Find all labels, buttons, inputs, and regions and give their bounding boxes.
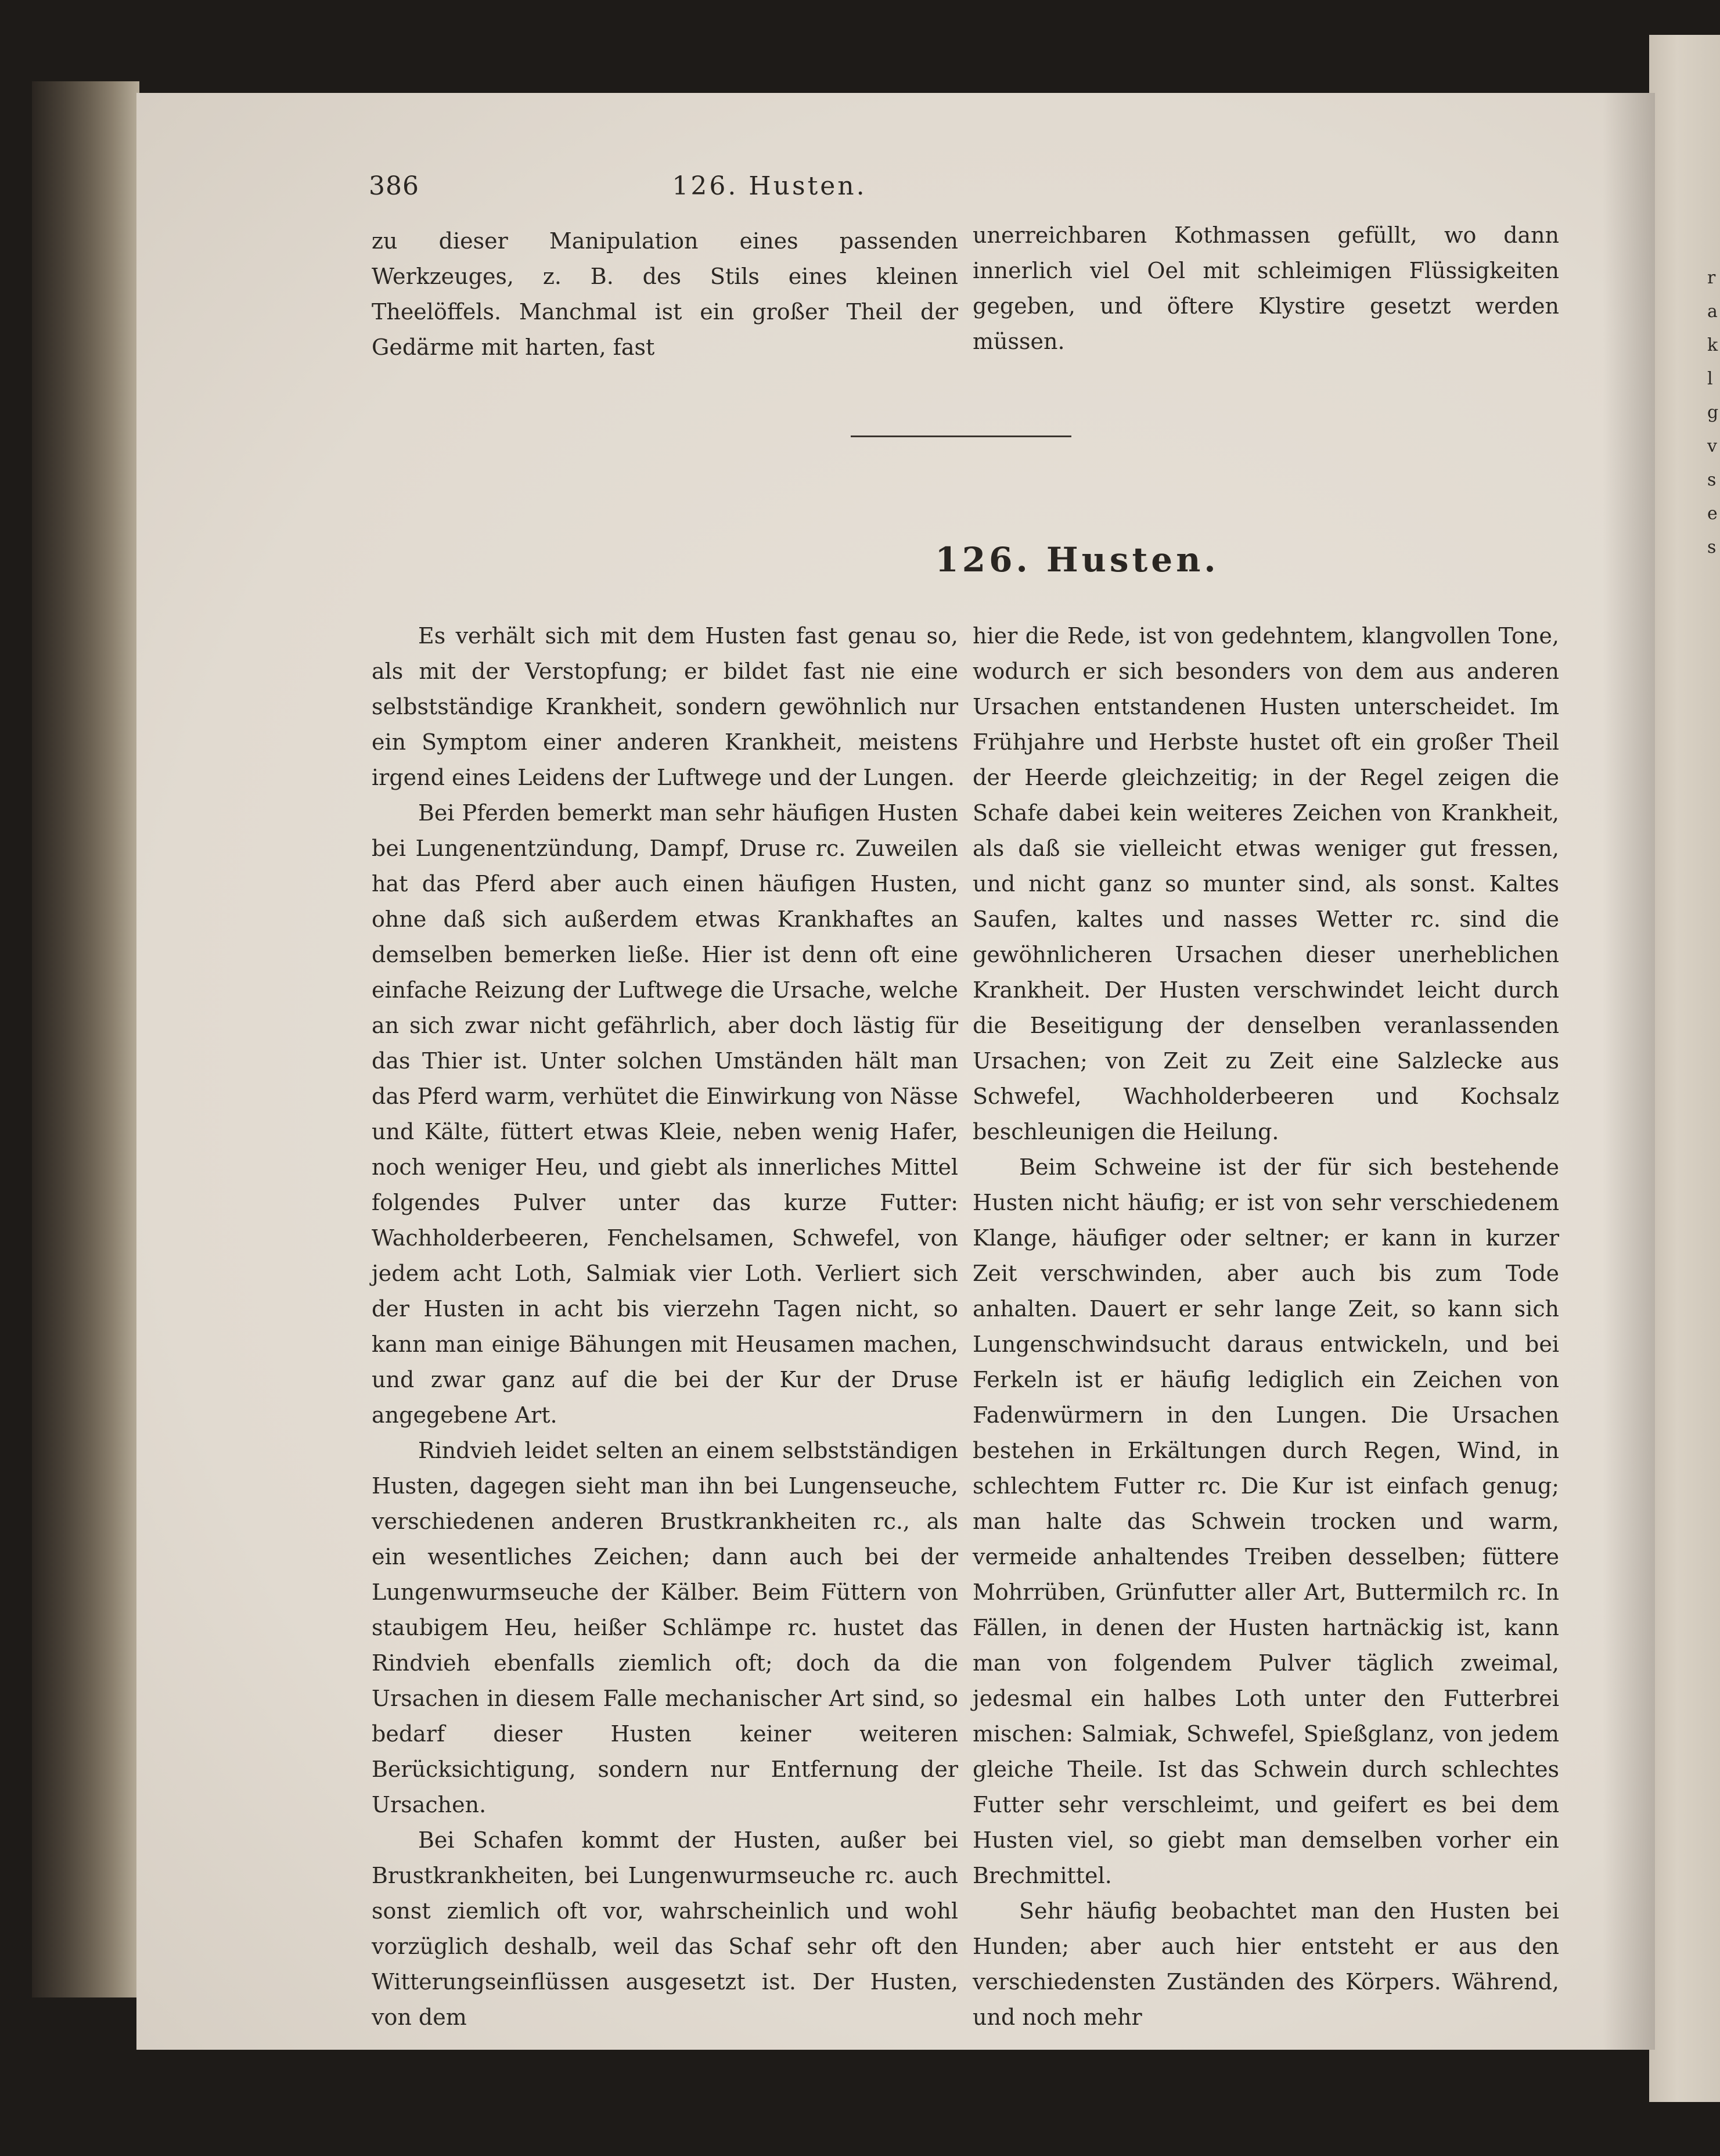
right-column bbox=[973, 618, 1559, 2035]
next-page-edge bbox=[1649, 35, 1720, 2102]
page-number: 386 bbox=[369, 171, 419, 201]
left-column bbox=[372, 618, 958, 2035]
left-paragraph: Bei Schafen kommt der Husten, außer bei Brustkrankheiten, bei Lungenwurmseuche rc. auch sonst ziemlich oft vor, wahrscheinlich und wohl vorzüglich deshalb, weil das Schaf sehr oft den Witterungseinflüssen ausgesetzt ist. Der Husten, von dem bbox=[372, 1827, 958, 2030]
top-left-paragraph: zu dieser Manipulation eines passenden Werkzeuges, z. B. des Stils eines kleinen Theelöffels. Manchmal ist ein großer Theil der Gedärme mit harten, fast bbox=[372, 228, 958, 360]
book-page bbox=[136, 93, 1655, 2050]
right-paragraph: hier die Rede, ist von gedehntem, klangvollen Tone, wodurch er sich besonders von dem aus anderen Ursachen entstandenen Husten unterscheidet. Im Frühjahre und Herbste hustet oft ein großer Theil der Heerde gleichzeitig; in der Regel zeigen die Schafe dabei kein weiteres Zeichen von Krankheit, als daß sie vielleicht etwas weniger gut fressen, und nicht ganz so munter sind, als sonst. Kaltes Saufen, kaltes und nasses Wetter rc. sind die gewöhnlicheren Ursachen dieser unerheblichen Krankheit. Der Husten verschwindet leicht durch die Beseitigung der denselben veranlassenden Ursachen; von Zeit zu Zeit eine Salzlecke aus Schwefel, Wachholderbeeren und Kochsalz beschleunigen die Heilung. bbox=[973, 623, 1559, 1144]
book-edge-left bbox=[32, 81, 139, 1997]
section-heading: 126. Husten. bbox=[935, 540, 1219, 580]
section-divider bbox=[851, 435, 1071, 437]
top-right-paragraph: unerreichbaren Kothmassen gefüllt, wo dann innerlich viel Oel mit schleimigen Flüssigkeiten gegeben, und öftere Klystire gesetzt werden müssen. bbox=[973, 222, 1559, 354]
running-head: 126. Husten. bbox=[672, 171, 867, 201]
top-left-column bbox=[372, 224, 958, 365]
right-paragraph: Sehr häufig beobachtet man den Husten bei Hunden; aber auch hier entsteht er aus den verschiedensten Zuständen des Körpers. Während, und noch mehr bbox=[973, 1898, 1559, 2030]
left-paragraph: Rindvieh leidet selten an einem selbstständigen Husten, dagegen sieht man ihn bei Lungenseuche, verschiedenen anderen Brustkrankheiten rc., als ein wesentliches Zeichen; dann auch bei der Lungenwurmseuche der Kälber. Beim Füttern von staubigem Heu, heißer Schlämpe rc. hustet das Rindvieh ebenfalls ziemlich oft; doch da die Ursachen in diesem Falle mechanischer Art sind, so bedarf dieser Husten keiner weiteren Berücksichtigung, sondern nur Entfernung der Ursachen. bbox=[372, 1438, 958, 1817]
right-paragraph: Beim Schweine ist der für sich bestehende Husten nicht häufig; er ist von sehr verschiedenem Klange, häufiger oder seltner; er kann in kurzer Zeit verschwinden, aber auch bis zum Tode anhalten. Dauert er sehr lange Zeit, so kann sich Lungenschwindsucht daraus entwickeln, und bei Ferkeln ist er häufig lediglich ein Zeichen von Fadenwürmern in den Lungen. Die Ursachen bestehen in Erkältungen durch Regen, Wind, in schlechtem Futter rc. Die Kur ist einfach genug; man halte das Schwein trocken und warm, vermeide anhaltendes Treiben desselben; füttere Mohrrüben, Grünfutter aller Art, Buttermilch rc. In Fällen, in denen der Husten hartnäckig ist, kann man von folgendem Pulver täglich zweimal, jedesmal ein halbes Loth unter den Futterbrei mischen: Salmiak, Schwefel, Spießglanz, von jedem gleiche Theile. Ist das Schwein durch schlechtes Futter sehr verschleimt, und geifert es bei dem Husten viel, so giebt man demselben vorher ein Brechmittel. bbox=[973, 1154, 1559, 1888]
page-header bbox=[369, 171, 1170, 212]
next-page-partial-text: r a k l g v s e s bbox=[1707, 268, 1719, 557]
top-right-column bbox=[973, 218, 1559, 359]
left-paragraph: Es verhält sich mit dem Husten fast genau so, als mit der Verstopfung; er bildet fast nie eine selbstständige Krankheit, sondern gewöhnlich nur ein Symptom einer anderen Krankheit, meistens irgend eines Leidens der Luftwege und der Lungen. bbox=[372, 623, 958, 790]
gutter-shadow bbox=[1603, 93, 1655, 2050]
left-paragraph: Bei Pferden bemerkt man sehr häufigen Husten bei Lungenentzündung, Dampf, Druse rc. Zuweilen hat das Pferd aber auch einen häufigen Husten, ohne daß sich außerdem etwas Krankhaftes an demselben bemerken ließe. Hier ist denn oft eine einfache Reizung der Luftwege die Ursache, welche an sich zwar nicht gefährlich, aber doch lästig für das Thier ist. Unter solchen Umständen hält man das Pferd warm, verhütet die Einwirkung von Nässe und Kälte, füttert etwas Kleie, neben wenig Hafer, noch weniger Heu, und giebt als innerliches Mittel folgendes Pulver unter das kurze Futter: Wachholderbeeren, Fenchelsamen, Schwefel, von jedem acht Loth, Salmiak vier Loth. Verliert sich der Husten in acht bis vierzehn Tagen nicht, so kann man einige Bähungen mit Heusamen machen, und zwar ganz auf die bei der Kur der Druse angegebene Art. bbox=[372, 800, 958, 1428]
